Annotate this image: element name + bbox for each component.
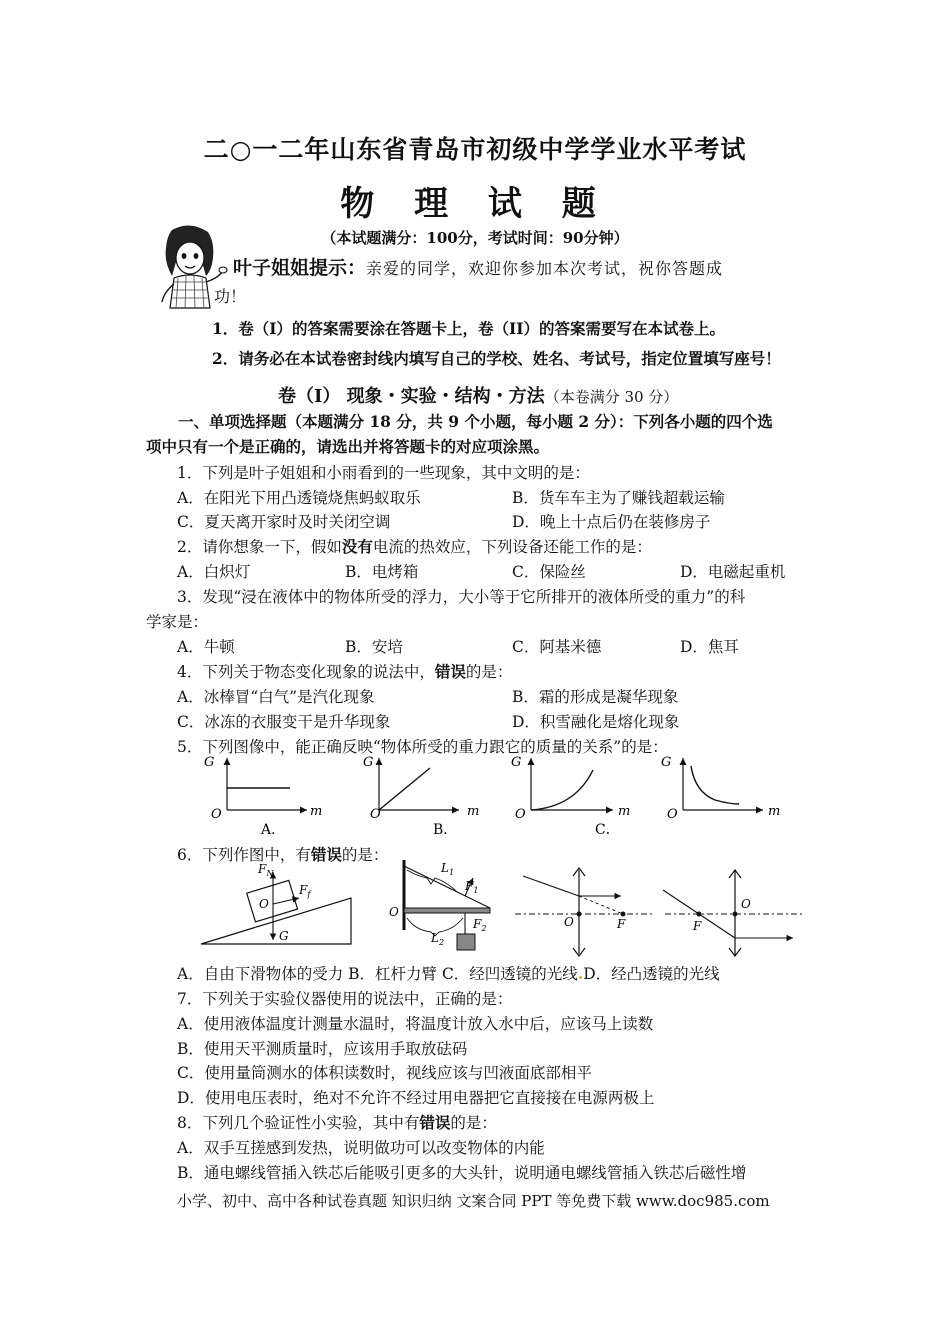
subject-title: 物 理 试 题 <box>340 184 610 224</box>
q5-xlabel-c: m <box>618 804 631 819</box>
q5-graph-c <box>511 755 630 838</box>
q8-option-a: A．双手互搓感到发热，说明做功可以改变物体的内能 <box>177 1139 545 1157</box>
q6-o-label-d: O <box>741 897 751 911</box>
q6-stem-bold: 错误 <box>310 845 342 864</box>
q5-ylabel-b: G <box>363 755 374 770</box>
q6-o-label-c: O <box>564 915 574 929</box>
q2-stem-pre: 2．请你想象一下，假如 <box>177 538 342 556</box>
q3-stem-2: 学家是： <box>146 613 209 631</box>
hint-label: 叶子姐姐提示： <box>233 257 367 279</box>
q4-stem-bold: 错误 <box>434 662 466 681</box>
q2-stem <box>177 537 652 557</box>
q4-option-a: A．冰棒冒“白气”是汽化现象 <box>177 688 375 706</box>
q6-options-abc: A．自由下滑物体的受力 B．杠杆力臂 C．经凹透镜的光线 <box>177 965 578 983</box>
q5-graphs <box>195 752 835 842</box>
q6-l2-label: $L_2$ <box>431 931 445 947</box>
q5-xlabel-d: m <box>768 804 781 819</box>
section-intro-1: 一、单项选择题（本题满分 18 分，共 9 个小题，每小题 2 分）：下列各小题的四个选 <box>178 412 773 431</box>
hint-text-2: 功！ <box>214 287 247 306</box>
q3-option-b: B．安培 <box>345 638 403 656</box>
exam-info: （本试题满分：100分，考试时间：90分钟） <box>321 229 629 247</box>
q5-xlabel-b: m <box>467 804 480 819</box>
q6-mark: . <box>577 964 584 983</box>
q6-stem-pre: 6．下列作图中，有 <box>177 846 311 864</box>
q6-f2-label: $F_2$ <box>473 917 487 933</box>
q6-diagram-d <box>663 870 803 956</box>
q8-stem-bold: 错误 <box>419 1113 451 1132</box>
q5-xlabel-a: m <box>310 804 323 819</box>
q1-option-a: A．在阳光下用凸透镜烧焦蚂蚁取乐 <box>177 489 421 507</box>
q5-ylabel-c: G <box>511 755 522 770</box>
q5-origin-d: O <box>667 807 678 822</box>
q6-diagram-b <box>389 860 490 950</box>
q7-stem: 7．下列关于实验仪器使用的说法中，正确的是： <box>177 990 513 1008</box>
footer-text: 小学、初中、高中各种试卷真题 知识归纳 文案合同 PPT 等免费下载 www.doc985.com <box>177 1192 770 1210</box>
q6-f1-label: $F_1$ <box>465 879 479 895</box>
q7-option-c: C．使用量筒测水的体积读数时，视线应该与凹液面底部相平 <box>177 1064 592 1082</box>
q6-o-label-a: O <box>259 897 269 911</box>
q6-diagram-a <box>201 862 351 944</box>
section-intro-2: 项中只有一个是正确的，请选出并将答题卡的对应项涂黑。 <box>146 437 550 456</box>
rule-2: 2．请务必在本试卷密封线内填写自己的学校、姓名、考试号，指定位置填写座号！ <box>212 349 781 368</box>
q7-option-b: B．使用天平测质量时，应该用手取放砝码 <box>177 1040 468 1058</box>
q4-option-c: C．冰冻的衣服变干是升华现象 <box>177 713 391 731</box>
hint-text: 亲爱的同学，欢迎你参加本次考试，祝你答题成 <box>366 259 724 278</box>
section-title-text: 卷（I） 现象・实验・结构・方法 <box>278 386 545 407</box>
q1-option-d: D．晚上十点后仍在装修房子 <box>512 513 711 531</box>
q7-option-d: D．使用电压表时，绝对不允许不经过用电器把它直接接在电源两极上 <box>177 1089 655 1107</box>
q5-graph-a <box>204 755 322 838</box>
q5-label-a: A． <box>261 822 286 838</box>
q3-option-c: C．阿基米德 <box>512 638 602 656</box>
q6-fn-label: $F_N$ <box>258 862 274 878</box>
q5-ylabel-a: G <box>204 755 215 770</box>
q3-stem-1: 3．发现“浸在液体中的物体所受的浮力，大小等于它所排开的液体所受的重力”的科 <box>177 588 746 606</box>
q6-ff-label: $F_f$ <box>299 883 311 899</box>
q6-f-label-c: F <box>617 917 626 931</box>
q6-options <box>177 964 720 984</box>
q8-stem-pre: 8．下列几个验证性小实验，其中有 <box>177 1114 420 1132</box>
q4-stem-post: 的是： <box>465 663 513 681</box>
hint-line <box>233 258 723 279</box>
q2-option-d: D．电磁起重机 <box>680 563 786 581</box>
q6-o-label-b: O <box>389 905 399 919</box>
q4-option-d: D．积雪融化是熔化现象 <box>512 713 680 731</box>
q1-option-b: B．货车车主为了赚钱超载运输 <box>512 489 725 507</box>
q8-stem-post: 的是： <box>450 1114 497 1132</box>
q2-option-a: A．白炽灯 <box>177 563 251 581</box>
q3-option-d: D．焦耳 <box>680 638 739 656</box>
section-title <box>278 382 678 408</box>
q5-graph-b <box>363 755 479 838</box>
q6-diagrams <box>195 856 805 960</box>
rule-1: 1．卷（I）的答案需要涂在答题卡上，卷（II）的答案需要写在本试卷上。 <box>212 319 726 338</box>
q6-stem-post: 的是： <box>341 846 389 864</box>
q2-stem-post: 电流的热效应，下列设备还能工作的是： <box>372 538 652 556</box>
q5-label-c: C． <box>595 822 620 838</box>
q4-stem <box>177 662 512 682</box>
q6-option-d: D．经凸透镜的光线 <box>583 965 720 983</box>
q6-g-label: G <box>279 929 289 943</box>
q8-stem <box>177 1113 497 1133</box>
q6-diagram-c <box>515 868 655 956</box>
q5-label-b: B． <box>433 822 458 838</box>
q5-origin-c: O <box>515 807 526 822</box>
q8-option-b: B．通电螺线管插入铁芯后能吸引更多的大头针，说明通电螺线管插入铁芯后磁性增 <box>177 1164 747 1182</box>
q3-option-a: A．牛顿 <box>177 638 235 656</box>
q1-option-c: C．夏天离开家时及时关闭空调 <box>177 513 391 531</box>
q4-stem-pre: 4．下列关于物态变化现象的说法中， <box>177 663 435 681</box>
q5-origin-b: O <box>370 807 381 822</box>
q1-stem: 1．下列是叶子姐姐和小雨看到的一些现象，其中文明的是： <box>177 464 590 482</box>
q5-graph-d <box>227 755 780 842</box>
q2-option-b: B．电烤箱 <box>345 563 419 581</box>
q2-option-c: C．保险丝 <box>512 563 586 581</box>
exam-title: 二○一二年山东省青岛市初级中学学业水平考试 <box>203 135 747 164</box>
q5-origin-a: O <box>211 807 222 822</box>
section-note: （本卷满分 30 分） <box>544 388 679 406</box>
q5-stem: 5．下列图像中，能正确反映“物体所受的重力跟它的质量的关系”的是： <box>177 738 668 756</box>
q5-ylabel-d: G <box>661 755 672 770</box>
q2-stem-bold: 没有 <box>341 537 373 556</box>
q4-option-b: B．霜的形成是凝华现象 <box>512 688 679 706</box>
q7-option-a: A．使用液体温度计测量水温时，将温度计放入水中后，应该马上读数 <box>177 1015 654 1033</box>
q6-f-label-d: F <box>693 919 702 933</box>
q6-l1-label: $L_1$ <box>441 861 455 877</box>
